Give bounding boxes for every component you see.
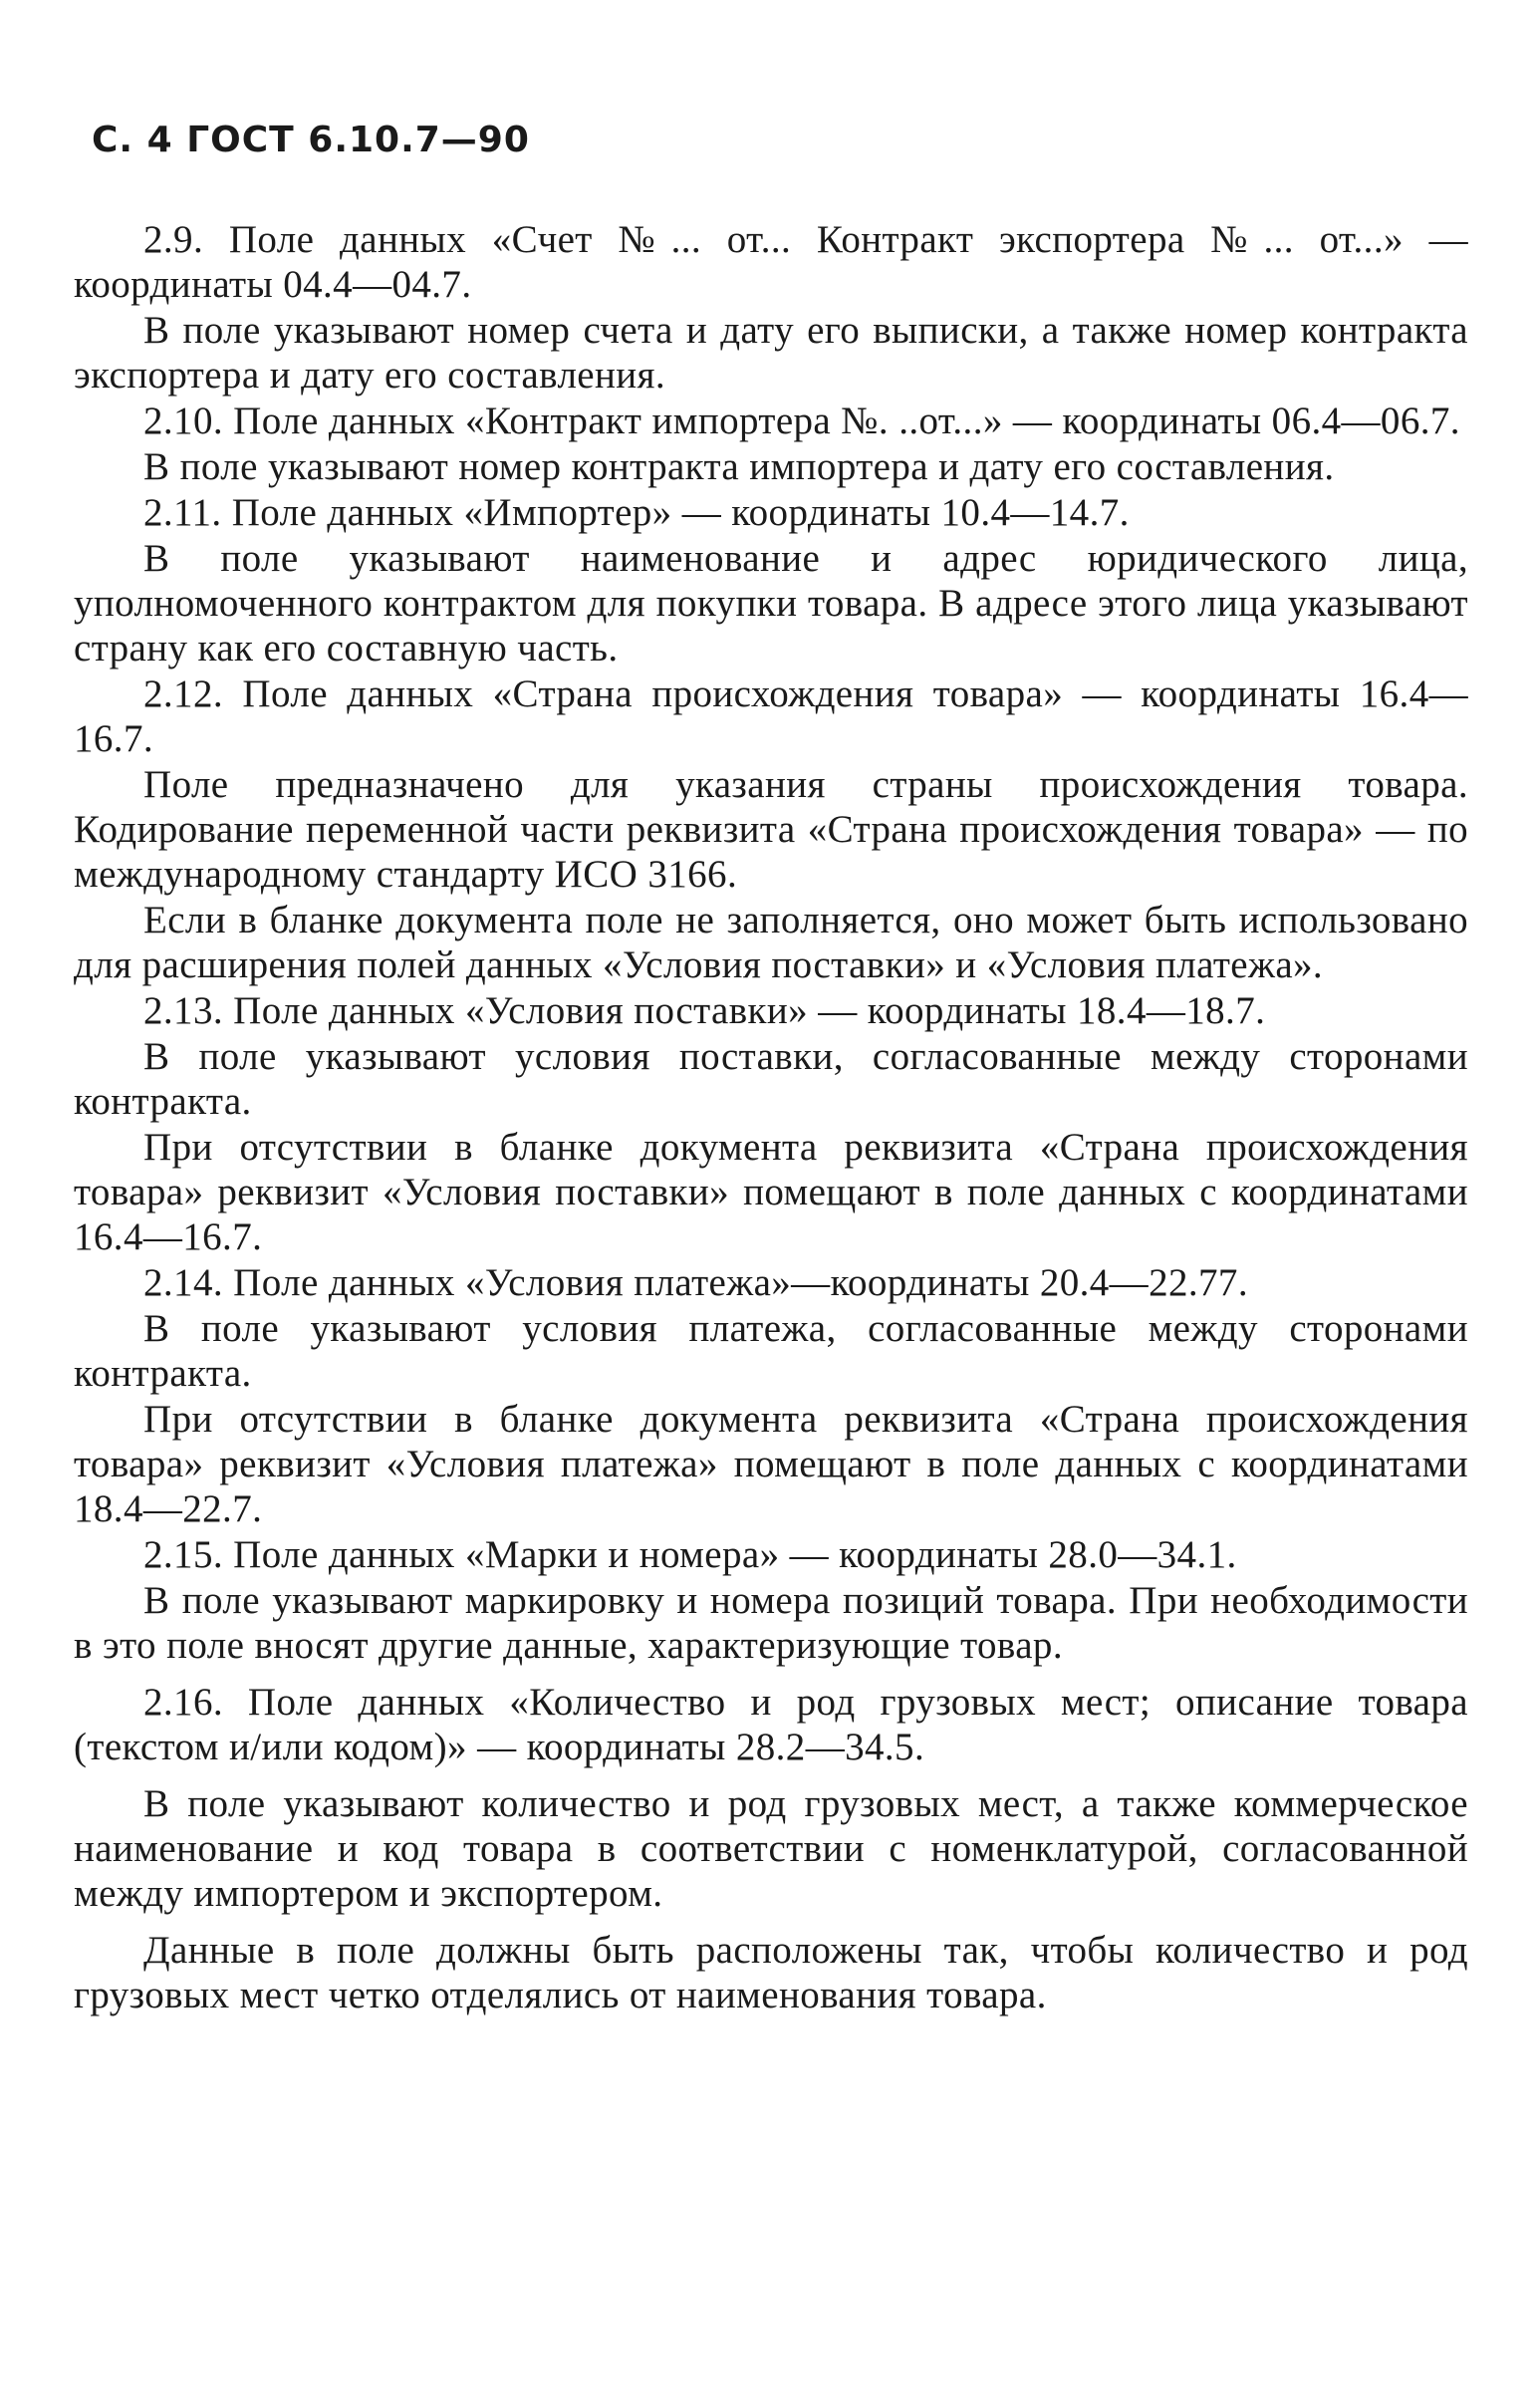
paragraph: При отсутствии в бланке документа реквизита «Страна происхождения товара» реквизит «Условия поставки» помещают в поле данных с координатами 16.4—16.7. (74, 1126, 1468, 1258)
paragraph: 2.13. Поле данных «Условия поставки» — координаты 18.4—18.7. (143, 989, 1266, 1032)
page-header: С. 4 ГОСТ 6.10.7—90 (92, 120, 530, 160)
paragraph: В поле указывают номер контракта импортера и дату его составления. (143, 445, 1335, 488)
paragraph: В поле указывают количество и род грузовых мест, а также коммерческое наименование и код товара в соответствии с номенклатурой, согласованной между импортером и экспортером. (74, 1782, 1468, 1915)
paragraph: 2.14. Поле данных «Условия платежа»—координаты 20.4—22.77. (143, 1261, 1248, 1304)
paragraph: В поле указывают маркировку и номера позиций товара. При необходимости в это поле вносят другие данные, характеризующие товар. (74, 1579, 1468, 1667)
paragraph: 2.15. Поле данных «Марки и номера» — координаты 28.0—34.1. (143, 1533, 1237, 1576)
paragraph: 2.9. Поле данных «Счет №... от... Контракт экспортера №... от...» — координаты 04.4—04.7. (74, 218, 1468, 306)
paragraph: В поле указывают условия поставки, согласованные между сторонами контракта. (74, 1035, 1468, 1123)
paragraph: При отсутствии в бланке документа реквизита «Страна происхождения товара» реквизит «Условия платежа» помещают в поле данных с координатами 18.4—22.7. (74, 1398, 1468, 1530)
paragraph: В поле указывают номер счета и дату его выписки, а также номер контракта экспортера и дату его составления. (74, 309, 1468, 397)
document-body (74, 217, 1468, 2018)
paragraph: В поле указывают наименование и адрес юридического лица, уполномоченного контрактом для покупки товара. В адресе этого лица указывают страну как его составную часть. (74, 537, 1468, 669)
paragraph: 2.11. Поле данных «Импортер» — координаты 10.4—14.7. (143, 491, 1130, 534)
paragraph: 2.10. Поле данных «Контракт импортера №. ..от...» — координаты 06.4—06.7. (143, 400, 1460, 442)
paragraph: 2.12. Поле данных «Страна происхождения товара» — координаты 16.4—16.7. (74, 672, 1468, 760)
paragraph: 2.16. Поле данных «Количество и род грузовых мест; описание товара (текстом и/или кодом)» — координаты 28.2—34.5. (74, 1681, 1468, 1768)
paragraph: Если в бланке документа поле не заполняется, оно может быть использовано для расширения полей данных «Условия поставки» и «Условия платежа». (74, 899, 1468, 986)
paragraph: В поле указывают условия платежа, согласованные между сторонами контракта. (74, 1307, 1468, 1395)
paragraph: Поле предназначено для указания страны происхождения товара. Кодирование переменной части реквизита «Страна происхождения товара» — по международному стандарту ИСО 3166. (74, 763, 1468, 896)
paragraph: Данные в поле должны быть расположены так, чтобы количество и род грузовых мест четко отделялись от наименования товара. (74, 1929, 1468, 2016)
